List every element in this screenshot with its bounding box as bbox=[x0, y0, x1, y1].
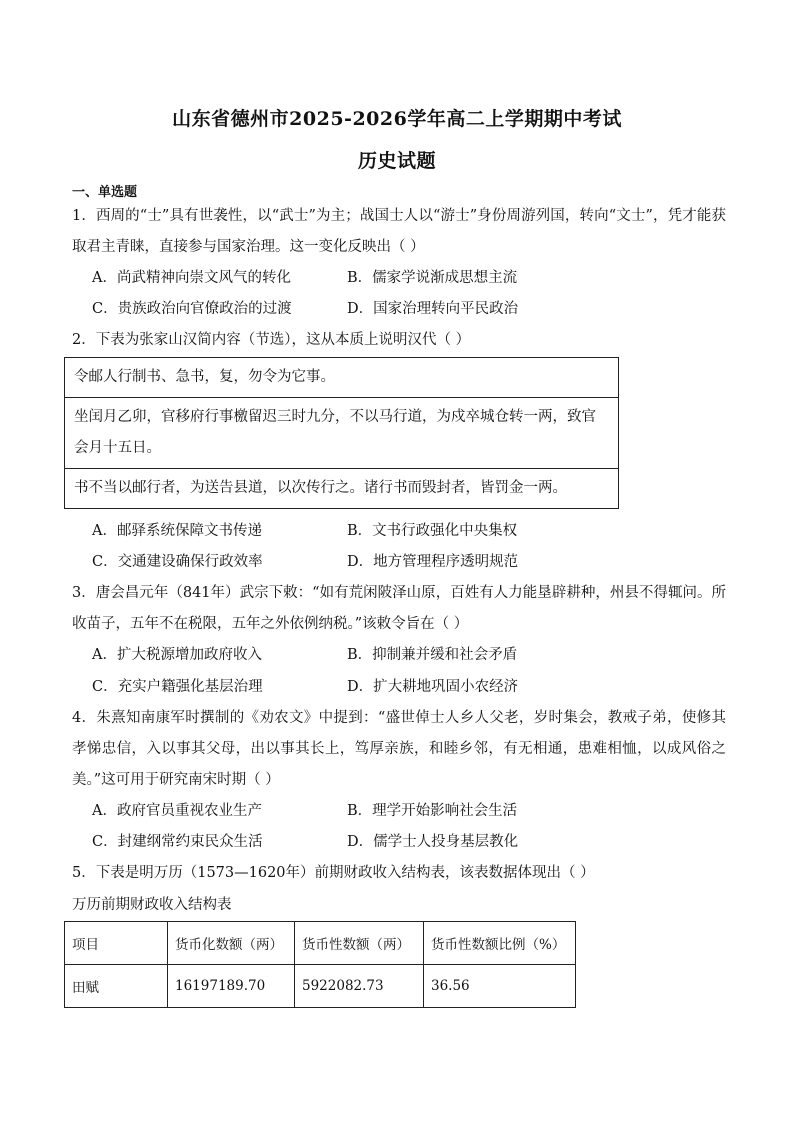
question-2-option-d: D．地方管理程序透明规范 bbox=[347, 554, 519, 570]
table-row bbox=[65, 965, 576, 1008]
question-4-option-b: B．理学开始影响社会生活 bbox=[347, 803, 518, 819]
table-row bbox=[65, 358, 619, 398]
question-3-option-c: C．充实户籍强化基层治理 bbox=[92, 679, 263, 695]
question-1-option-a: A．尚武精神向崇文风气的转化 bbox=[92, 270, 291, 286]
question-3-stem: 3．唐会昌元年（841年）武宗下敕：“如有荒闲陂泽山原，百姓有人力能垦辟耕种，州县不得辄问。所收苗子，五年不在税限，五年之外依例纳税。”该敕令旨在（ ） bbox=[72, 585, 726, 632]
table-caption: 万历前期财政收入结构表 bbox=[72, 897, 232, 913]
question-1-option-b: B．儒家学说渐成思想主流 bbox=[347, 270, 518, 286]
question-3-option-d: D．扩大耕地巩固小农经济 bbox=[347, 679, 519, 695]
question-2-source-table bbox=[64, 357, 619, 509]
question-2-stem: 2．下表为张家山汉简内容（节选），这从本质上说明汉代（ ） bbox=[72, 332, 471, 348]
exam-subtitle: 历史试题 bbox=[357, 150, 436, 172]
question-3-option-a: A．扩大税源增加政府收入 bbox=[92, 647, 262, 663]
question-1-stem: 1．西周的“士”具有世袭性，以“武士”为主；战国士人以“游士”身份周游列国，转向“文士”，凭才能获取君主青睐，直接参与国家治理。这一变化反映出（ ） bbox=[72, 208, 726, 255]
question-1-option-d: D．国家治理转向平民政治 bbox=[347, 301, 519, 317]
table-row bbox=[65, 469, 619, 509]
revenue-structure-table bbox=[64, 921, 576, 1008]
question-2-option-a: A．邮驿系统保障文书传递 bbox=[92, 523, 262, 539]
question-5-stem: 5．下表是明万历（1573—1620年）前期财政收入结构表，该表数据体现出（ ） bbox=[72, 865, 595, 881]
section-heading: 一、单选题 bbox=[72, 185, 138, 200]
table-cell: 坐闰月乙卯，官移府行事檄留迟三时九分，不以马行道，为戍卒城仓转一两，致官会月十五日。 bbox=[65, 398, 619, 469]
table-row bbox=[65, 398, 619, 469]
table-cell: 书不当以邮行者，为送告县道，以次传行之。诸行书而毁封者，皆罚金一两。 bbox=[65, 469, 619, 509]
table-cell: 田赋 bbox=[65, 965, 168, 1008]
column-header: 货币化数额（两） bbox=[168, 922, 295, 965]
question-4-option-d: D．儒学士人投身基层教化 bbox=[347, 834, 519, 850]
question-4-option-c: C．封建纲常约束民众生活 bbox=[92, 834, 263, 850]
question-3-option-b: B．抑制兼并缓和社会矛盾 bbox=[347, 647, 518, 663]
table-cell: 令邮人行制书、急书，复，勿令为它事。 bbox=[65, 358, 619, 398]
table-cell: 36.56 bbox=[424, 965, 576, 1008]
column-header: 项目 bbox=[65, 922, 168, 965]
table-cell: 5922082.73 bbox=[295, 965, 424, 1008]
question-2-option-b: B．文书行政强化中央集权 bbox=[347, 523, 518, 539]
question-2-option-c: C．交通建设确保行政效率 bbox=[92, 554, 263, 570]
exam-title: 山东省德州市2025-2026学年高二上学期期中考试 bbox=[172, 108, 622, 130]
question-4-option-a: A．政府官员重视农业生产 bbox=[92, 803, 262, 819]
column-header: 货币性数额比例（%） bbox=[424, 922, 576, 965]
table-header-row bbox=[65, 922, 576, 965]
question-1-option-c: C．贵族政治向官僚政治的过渡 bbox=[92, 301, 292, 317]
question-4-stem: 4．朱熹知南康军时撰制的《劝农文》中提到：“盛世倬士人乡人父老，岁时集会，教戒子弟，使修其孝悌忠信，入以事其父母，出以事其长上，笃厚亲族，和睦乡邻，有无相通，患难相恤，以成风俗之美。”这可用于研究南宋时期（ ） bbox=[72, 710, 726, 788]
table-cell: 16197189.70 bbox=[168, 965, 295, 1008]
column-header: 货币性数额（两） bbox=[295, 922, 424, 965]
